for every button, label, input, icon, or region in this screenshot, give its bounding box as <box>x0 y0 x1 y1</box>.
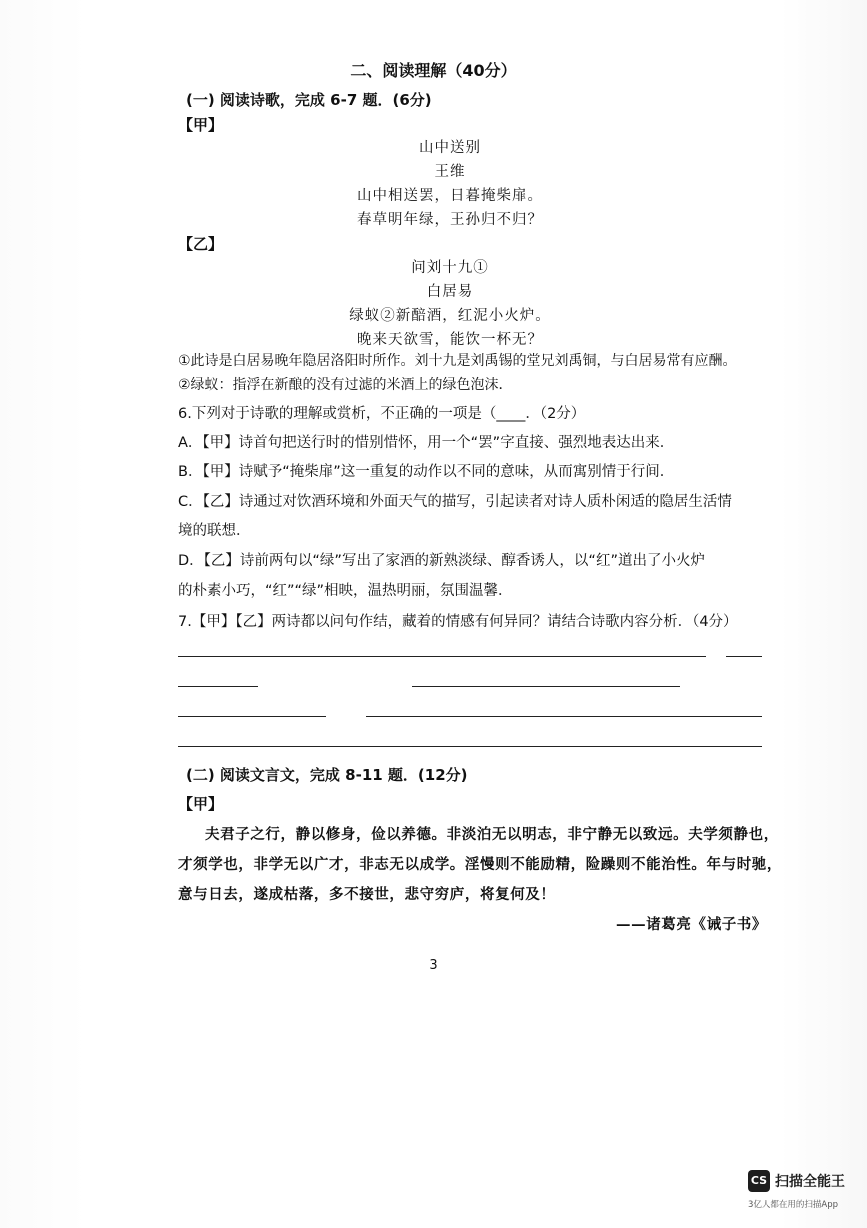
classical-text-line-2: 才须学也，非学无以广才，非志无以成学。淫慢则不能励精，险躁则不能治性。年与时驰， <box>178 856 782 873</box>
answer-line-2a <box>178 686 258 687</box>
answer-line-1b <box>726 656 762 657</box>
poem-jia-line-1: 山中相送罢，日暮掩柴扉。 <box>357 188 543 204</box>
page-number: 3 <box>429 958 438 973</box>
poem-yi-line-1: 绿蚁②新醅酒，红泥小火炉。 <box>349 308 551 324</box>
classical-text-line-3: 意与日去，遂成枯落，多不接世，悲守穷庐，将复何及！ <box>178 886 556 903</box>
footnote-1: ①此诗是白居易晚年隐居洛阳时所作。刘十九是刘禹锡的堂兄刘禹铜，与白居易常有应酬。 <box>178 353 737 369</box>
poem-jia-title: 山中送别 <box>419 140 481 156</box>
answer-line-2b <box>412 686 680 687</box>
question-6-stem: 6.下列对于诗歌的理解或赏析，不正确的一项是（____．（2分） <box>178 406 586 422</box>
watermark-tagline: 3亿人都在用的扫描App <box>748 1200 839 1210</box>
section-title: 二、阅读理解（40分） <box>350 61 517 80</box>
camscanner-logo-icon: CS <box>748 1170 770 1192</box>
answer-line-3a <box>178 716 326 717</box>
question-7-stem: 7.【甲】【乙】两诗都以问句作结，藏着的情感有何异同？请结合诗歌内容分析．（4分） <box>178 614 738 630</box>
answer-line-3b <box>366 716 762 717</box>
question-6-option-d-cont: 的朴素小巧，“红”“绿”相映，温热明丽，氛围温馨． <box>178 583 513 599</box>
footnote-2: ②绿蚁：指浮在新酿的没有过滤的米酒上的绿色泡沫． <box>178 377 513 393</box>
poem-yi-line-2: 晚来天欲雪，能饮一杯无？ <box>357 332 543 348</box>
poem-jia-author: 王维 <box>434 164 466 180</box>
poem-jia-line-2: 春草明年绿，王孙归不归？ <box>357 212 543 228</box>
poem-jia-label: 【甲】 <box>178 116 224 134</box>
question-6-option-b: B．【甲】诗赋予“掩柴扉”这一重复的动作以不同的意味，从而寓别情于行间． <box>178 464 675 480</box>
watermark-brand: 扫描全能王 <box>775 1174 845 1190</box>
poem-yi-label: 【乙】 <box>178 235 224 253</box>
classical-text-source: ——诸葛亮《诫子书》 <box>616 916 767 933</box>
question-6-option-d: D．【乙】诗前两句以“绿”写出了家酒的新熟淡绿、醇香诱人，以“红”道出了小火炉 <box>178 553 705 569</box>
classical-text-line-1: 夫君子之行，静以修身，俭以养德。非淡泊无以明志，非宁静无以致远。夫学须静也， <box>205 826 779 843</box>
answer-line-1a <box>178 656 706 657</box>
part2-label: 【甲】 <box>178 795 224 813</box>
poem-yi-author: 白居易 <box>426 284 474 300</box>
part2-header: (二) 阅读文言文，完成 8-11 题．(12分) <box>186 766 468 784</box>
part1-header: (一) 阅读诗歌，完成 6-7 题．(6分) <box>186 91 432 109</box>
poem-yi-title: 问刘十九① <box>411 260 489 276</box>
question-6-option-c-cont: 境的联想． <box>178 523 251 539</box>
answer-line-4 <box>178 746 762 747</box>
question-6-option-c: C．【乙】诗通过对饮酒环境和外面天气的描写，引起读者对诗人质朴闲适的隐居生活情 <box>178 494 732 510</box>
question-6-option-a: A．【甲】诗首句把送行时的惜别惜怀，用一个“罢”字直接、强烈地表达出来． <box>178 435 675 451</box>
